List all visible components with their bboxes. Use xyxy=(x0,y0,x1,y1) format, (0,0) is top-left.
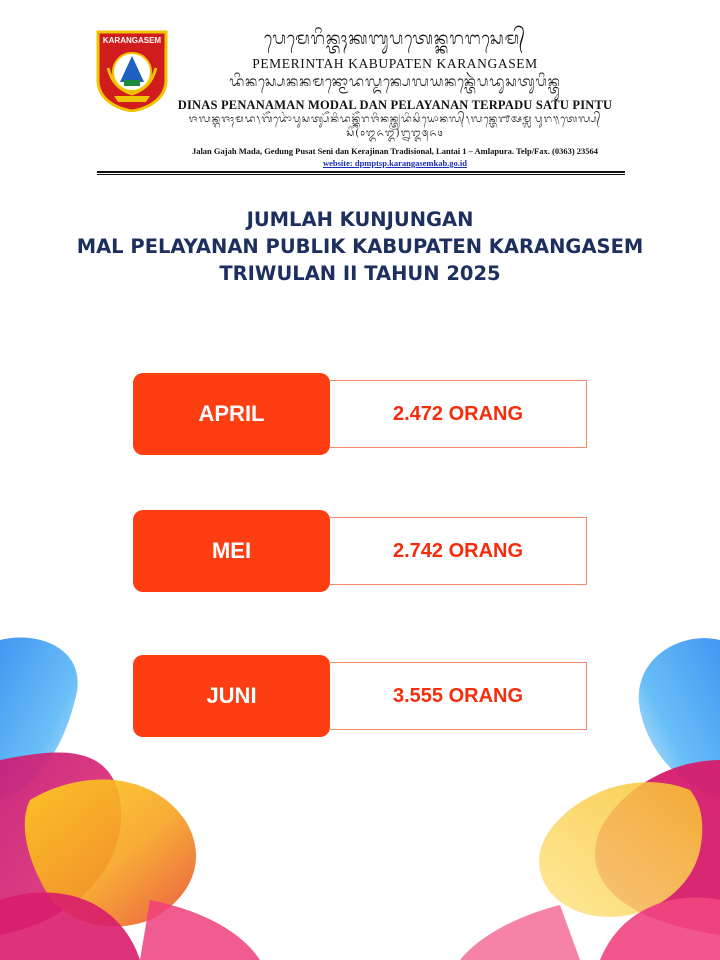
balinese-script-government: ᬧᬾᬫᬾᬭᬶᬦ᭄ᬢᬄᬓᬩᬸᬧᬢᬾᬦ᭄ᬓᬭᬗᬲᬾᬫ᭄ xyxy=(263,29,526,49)
letterhead-rule-thin xyxy=(97,174,625,175)
visit-row-april xyxy=(133,373,588,457)
title-line-2: MAL PELAYANAN PUBLIK KABUPATEN KARANGASEM xyxy=(76,235,644,258)
visit-row-mei xyxy=(133,510,588,594)
agency-name: DINAS PENANAMAN MODAL DAN PELAYANAN TERPADU SATU PINTU xyxy=(177,98,613,112)
month-label: MEI xyxy=(133,510,330,592)
website-link[interactable]: website: dpmptsp.karangasemkab.go.id xyxy=(322,158,468,168)
svg-text:KARANGASEM: KARANGASEM xyxy=(102,36,162,45)
visit-row-juni xyxy=(133,655,588,739)
title-line-1: JUMLAH KUNJUNGAN xyxy=(246,208,474,231)
month-label: JUNI xyxy=(133,655,330,737)
balinese-script-agency: ᬤᬶᬦᬲ᭄ᬧᬾᬦᬦᬫᬦ᭄ᬫᭀᬤᬮ᭄ᬤᬦ᭄ᬧᬾᬮᬬᬦᬦ᭄ᬢᬾᬃᬧᬤᬸᬲᬢᬸᬧᬶᬦ᭄ᬢᬸ xyxy=(229,74,561,90)
visit-count: 2.472 ORANG xyxy=(330,380,587,448)
month-label: APRIL xyxy=(133,373,330,455)
title-line-3: TRIWULAN II TAHUN 2025 xyxy=(219,262,501,285)
address: Jalan Gajah Mada, Gedung Pusat Seni dan Kerajinan Tradisional, Lantai 1 – Amlapura. Telp/Fax. (0363) 23564 xyxy=(191,146,599,156)
letterhead-rule xyxy=(97,171,625,173)
visit-count: 3.555 ORANG xyxy=(330,662,587,730)
visit-count: 2.742 ORANG xyxy=(330,517,587,585)
balinese-script-address: ᬚᬮᬦ᭄ᬕᬚᬄᬫᬤ᭞ᬕᭂᬤᭀᬂᬧᬸᬲᬢ᭄ᬲᭂᬦᬶᬤᬦ᭄ᬓᭂᬭᬚᬶᬦᬦ᭄ᬢ᭄ᬭᬤᬶᬲᬶᬬᭀᬦᬮ᭄᭞ᬮᬦ᭄ᬢᬾ᭑ᬅᬫ᭄ᬮᬧᬸᬭ᭟ᬢᬾᬮ᭄ᬧ᭄ ᬲᬶ(᭐᭓᭖᭓)᭒᭓᭕᭖᭔ xyxy=(188,114,602,139)
government-name: PEMERINTAH KABUPATEN KARANGASEM xyxy=(252,56,538,71)
